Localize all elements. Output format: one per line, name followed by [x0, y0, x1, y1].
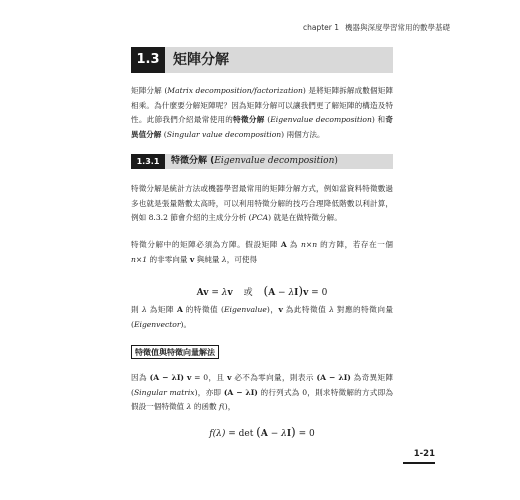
para-text: 為 — [286, 240, 301, 249]
math-inline: (A − λI) — [223, 387, 258, 397]
para-text: 的非零向量 — [147, 254, 190, 264]
equation-eigen — [131, 284, 393, 300]
intro-paragraph — [131, 84, 393, 142]
para-term-en: PCA — [251, 213, 269, 222]
intro-term-en: Singular value decomposition — [166, 129, 282, 139]
para-text: 的行列式為 0，則求特徵解的方式即為假設一個特徵值 — [131, 387, 393, 411]
eq-term: A — [260, 429, 268, 439]
eq-term: = 0 — [308, 288, 328, 298]
para-text: = 0，且 — [191, 373, 228, 382]
eq-term: Av — [196, 288, 209, 298]
eq-term: A — [268, 288, 276, 298]
eq-term: = det — [225, 429, 257, 439]
eq-or: 或 — [243, 288, 253, 298]
math-inline: λ — [221, 254, 227, 264]
para-text: 特徵分解是統計方法或機器學習最常用的矩陣分解方式，例如當資料特徵數過多也就是張量階數太高時，可以利用特徵分解的技巧合理降低階數以利計算，例如 8.3.2 節會介紹的主成分分析 ( — [131, 184, 393, 222]
eq-term: v — [303, 288, 309, 298]
eq-paren: ) — [298, 284, 304, 298]
math-inline: λ — [329, 305, 334, 314]
section-heading — [131, 47, 393, 73]
math-inline: n×1 — [131, 254, 148, 264]
para-text: 的函數 — [191, 402, 220, 411]
matrix-symbol: A — [280, 240, 287, 249]
para-text: 的特徵值 ( — [182, 305, 225, 314]
eq-term: − — [275, 288, 289, 298]
para-text: 特徵分解中的矩陣必須為方陣。假設矩陣 — [131, 240, 281, 249]
para-term-en: Eigenvector — [133, 319, 181, 329]
eq-paren: ( — [256, 425, 261, 439]
section-number: 1.3 — [131, 47, 165, 73]
section-title: 矩陣分解 — [165, 47, 393, 73]
intro-term-bold: 奇異值分解 — [131, 115, 393, 139]
eq-term: I — [294, 288, 299, 298]
vector-symbol: v — [227, 373, 232, 382]
intro-text: ) 和 — [371, 115, 386, 124]
para-text: 與純量 — [194, 254, 222, 264]
vector-symbol: v — [278, 305, 283, 314]
eq-paren: ( — [263, 284, 269, 298]
subsection-title-end: ) — [334, 156, 338, 166]
paragraph-eigen-intro — [131, 182, 393, 226]
para-text: 的方陣，若存在一個 — [317, 240, 394, 249]
matrix-symbol: A — [176, 305, 183, 314]
math-inline: (A − λI) v — [149, 373, 192, 382]
para-text: 因為 — [131, 373, 150, 382]
para-text: 對應的特徵向量 ( — [131, 305, 394, 329]
eq-paren: ) — [291, 425, 296, 439]
math-inline: f — [219, 402, 222, 411]
eq-term: λ — [281, 429, 287, 439]
math-inline: (A − λI) — [316, 373, 351, 382]
eq-term: = 0 — [295, 429, 315, 439]
eq-term: λ — [288, 288, 295, 298]
subsection-title — [165, 154, 393, 169]
intro-text: ) 兩個方法。 — [281, 129, 325, 139]
intro-term-bold: 特徵分解 — [233, 115, 265, 124]
eq-term: = — [208, 288, 222, 298]
paragraph-definition — [131, 238, 393, 267]
subsection-number: 1.3.1 — [131, 154, 165, 169]
para-text: )，亦即 — [194, 387, 224, 397]
intro-text: ( — [264, 115, 271, 124]
intro-term-en: Matrix decomposition/factorization — [167, 86, 303, 95]
eq-term: I — [286, 429, 292, 439]
boxed-heading: 特徵值與特徵向量解法 — [131, 345, 219, 359]
math-inline: λ — [186, 402, 192, 411]
para-text: 為矩陣 — [146, 305, 177, 314]
eq-term: (λ) — [212, 429, 226, 439]
para-text: 為奇異矩陣 ( — [131, 373, 394, 397]
vector-symbol: v — [189, 254, 195, 264]
eq-term: v — [227, 288, 233, 298]
para-term-en: Singular matrix — [133, 387, 195, 397]
equation-determinant — [131, 425, 393, 441]
para-text: )。 — [180, 319, 192, 329]
paragraph-solution — [131, 371, 393, 415]
page-number-rule — [403, 462, 435, 464]
para-text: ，可使得 — [226, 254, 258, 264]
intro-text: ( — [161, 129, 167, 139]
math-inline: n×n — [300, 240, 318, 249]
para-term-en: Eigenvalue — [224, 305, 267, 314]
chapter-title: 機器與深度學習常用的數學基礎 — [345, 23, 450, 32]
intro-text: ) 是將矩陣拆解成數個矩陣相乘。為什麼要分解矩陣呢？因為矩陣分解可以讓我們更了解矩陣的構造及特性。此節我們介紹最常使用的 — [131, 86, 393, 124]
eq-term: λ — [221, 288, 228, 298]
subsection-heading — [131, 154, 393, 169]
chapter-label: chapter 1 — [302, 23, 339, 32]
paragraph-eigen-meaning — [131, 303, 393, 332]
eq-term: − — [267, 429, 282, 439]
subsection-title-en: Eigenvalue decomposition — [214, 156, 335, 166]
subsection-title-zh: 特徵分解 ( — [171, 156, 215, 166]
para-text: 必不為零向量，則表示 — [231, 373, 317, 382]
math-inline: λ — [142, 305, 147, 314]
para-text: 則 — [131, 305, 143, 314]
para-text: 為此特徵值 — [282, 305, 330, 314]
eq-term: f — [209, 429, 213, 439]
para-text: ()， — [221, 402, 236, 411]
intro-term-en: Eigenvalue decomposition — [270, 115, 372, 124]
running-header — [303, 22, 450, 33]
para-text: )， — [266, 305, 279, 314]
intro-text: 矩陣分解 ( — [131, 86, 168, 95]
para-text: ) 就是在做特徵分解。 — [268, 213, 342, 222]
page-number: 1-21 — [413, 449, 435, 459]
